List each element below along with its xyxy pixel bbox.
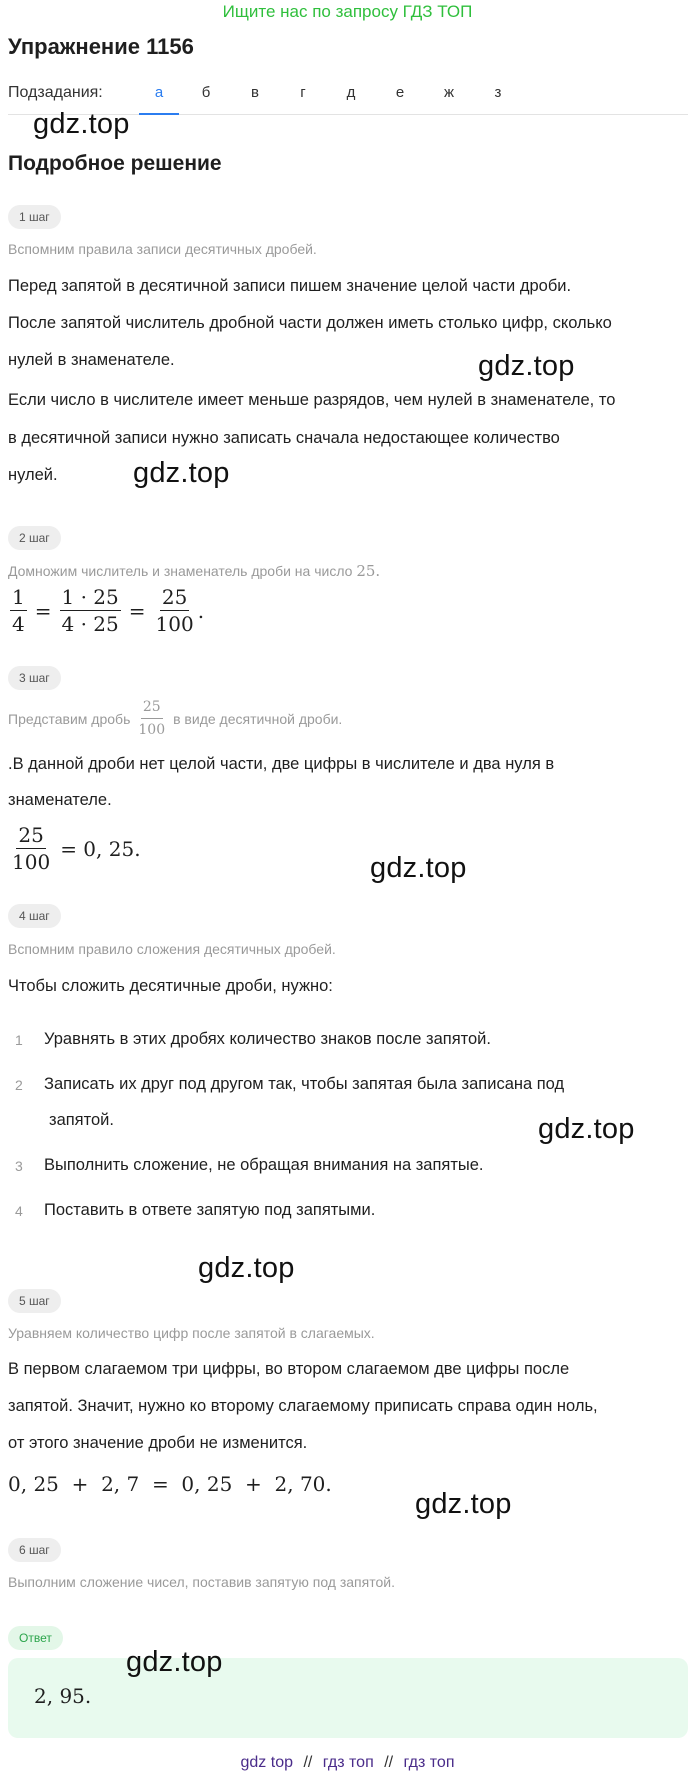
tab-a[interactable]: а [139, 84, 179, 114]
step-hint: Вспомним правило сложения десятичных дробей. [8, 941, 336, 957]
footer-links [0, 1754, 695, 1772]
tab-e[interactable]: е [395, 84, 405, 101]
list-number: 3 [15, 1158, 23, 1174]
list-item: Записать их друг под другом так, чтобы запятая была записана под [44, 1075, 565, 1093]
footer-link[interactable]: gdz top [240, 1754, 293, 1771]
list-item: Поставить в ответе запятую под запятыми. [44, 1201, 376, 1219]
watermark: gdz.top [198, 1252, 295, 1284]
step-hint: Представим дробь $\frac{25}{100}$ в виде десятичной дроби. [8, 699, 343, 738]
step-hint-number: 25. [356, 562, 381, 580]
tab-d[interactable]: д [346, 84, 356, 101]
footer-link[interactable]: гдз топ [403, 1754, 455, 1771]
watermark: gdz.top [370, 852, 467, 884]
watermark: gdz.top [133, 457, 230, 489]
step-badge: 4 шаг [8, 904, 61, 928]
step-text: в десятичной записи нужно записать сначала недостающее количество [8, 429, 560, 447]
list-number: 2 [15, 1077, 23, 1093]
step-math: 0, 25 + 2, 7 = 0, 25 + 2, 70. [8, 1472, 332, 1496]
solution-heading: Подробное решение [8, 152, 222, 175]
step-text: запятой. Значит, нужно ко второму слагаемому приписать справа один ноль, [8, 1397, 598, 1415]
list-item: Выполнить сложение, не обращая внимания на запятые. [44, 1156, 484, 1174]
fraction: $\frac{25}{100}$ [138, 699, 166, 738]
step-text: нулей. [8, 466, 58, 484]
tab-v[interactable]: в [251, 84, 259, 101]
step-text: Чтобы сложить десятичные дроби, нужно: [8, 977, 333, 995]
fraction: $\frac{25}{100}$ [155, 585, 194, 636]
subtasks-label: Подзадания: [8, 84, 103, 101]
watermark: gdz.top [478, 350, 575, 382]
step-math: $\frac{25}{100}$ = 0, 25. [12, 823, 141, 874]
fraction: $\frac{1}{4}$ [12, 585, 25, 636]
watermark: gdz.top [538, 1113, 635, 1145]
step-badge: 3 шаг [8, 666, 61, 690]
footer-link[interactable]: гдз топ [322, 1754, 374, 1771]
step-badge: 5 шаг [8, 1289, 61, 1313]
list-number: 1 [15, 1032, 23, 1048]
tab-z[interactable]: з [494, 84, 502, 101]
step-math: $\frac{1}{4}$ = $\frac{1 \cdot 25}{4 \cdot 25}$ = $\frac{25}{100}$ . [12, 585, 205, 636]
answer-box [8, 1658, 688, 1738]
watermark: gdz.top [33, 108, 130, 140]
tab-g[interactable]: г [300, 84, 306, 101]
step-text: от этого значение дроби не изменится. [8, 1434, 308, 1452]
step-hint-text: Домножим числитель и знаменатель дроби на число [8, 563, 353, 579]
step-text: После запятой числитель дробной части должен иметь столько цифр, сколько [8, 314, 612, 332]
step-badge: 2 шаг [8, 526, 61, 550]
fraction: $\frac{25}{100}$ [12, 823, 51, 874]
step-text: В первом слагаемом три цифры, во втором слагаемом две цифры после [8, 1360, 570, 1378]
page-title: Упражнение 1156 [8, 34, 194, 59]
watermark: gdz.top [415, 1488, 512, 1520]
list-item-continued: запятой. [49, 1111, 114, 1129]
step-hint [8, 562, 380, 580]
list-number: 4 [15, 1203, 23, 1219]
answer-value: 2, 95. [34, 1684, 92, 1708]
answer-badge: Ответ [8, 1626, 63, 1650]
step-text: нулей в знаменателе. [8, 351, 175, 369]
step-hint: Вспомним правила записи десятичных дробей. [8, 241, 317, 257]
top-banner[interactable]: Ищите нас по запросу ГДЗ ТОП [222, 2, 473, 21]
step-hint: Уравняем количество цифр после запятой в слагаемых. [8, 1325, 375, 1341]
step-hint: Выполним сложение чисел, поставив запятую под запятой. [8, 1574, 395, 1590]
step-text: знаменателе. [8, 791, 112, 809]
step-badge: 6 шаг [8, 1538, 61, 1562]
step-text: Если число в числителе имеет меньше разрядов, чем нулей в знаменателе, то [8, 391, 616, 409]
footer-separator: // [303, 1754, 313, 1771]
tab-zh[interactable]: ж [443, 84, 455, 101]
step-badge: 1 шаг [8, 205, 61, 229]
footer-separator: // [384, 1754, 394, 1771]
list-item: Уравнять в этих дробях количество знаков после запятой. [44, 1030, 491, 1048]
step-text: .В данной дроби нет целой части, две цифры в числителе и два нуля в [8, 755, 555, 773]
step-text: Перед запятой в десятичной записи пишем значение целой части дроби. [8, 277, 572, 295]
watermark: gdz.top [126, 1646, 223, 1678]
tab-b[interactable]: б [201, 84, 211, 101]
fraction: $\frac{1 \cdot 25}{4 \cdot 25}$ [61, 585, 119, 636]
